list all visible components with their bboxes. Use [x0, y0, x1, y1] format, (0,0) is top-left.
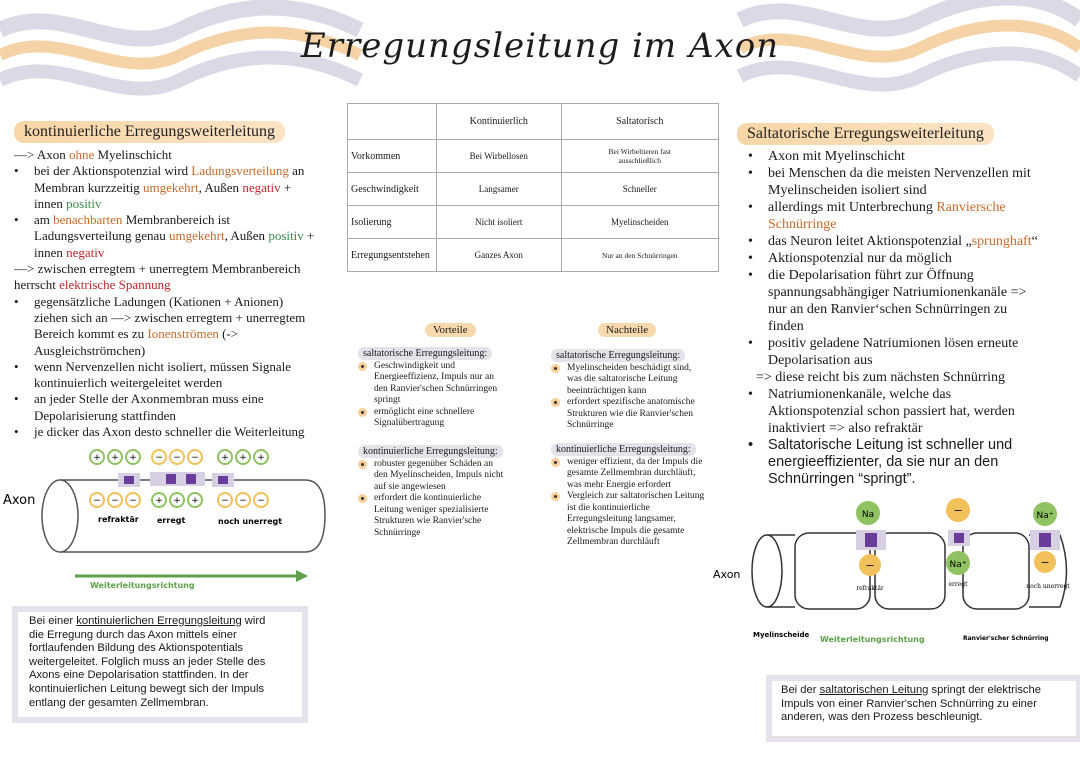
- svg-text:−: −: [239, 496, 247, 506]
- svg-text:−: −: [1040, 556, 1050, 569]
- table-row: Isolierung Nicht isoliert Myelinscheiden: [348, 206, 719, 239]
- summary-line: Axons eine Depolarisation stattfinden. In der: [29, 669, 249, 682]
- con-continuous: kontinuierliche Erregungsleitung: weniger effizient, da der Impuls die gesamte Zellmembran durchläuft, was mehr Energie erfordert Vergleich zur saltatorischen Leitung ist die kontinuierliche Erregungsleitung langsamer, elektrische Impuls die gesamte Zellmembran durchläuft: [551, 444, 723, 549]
- bullet-icon: [358, 362, 367, 371]
- list-item: weniger effizient, da der Impuls die gesamte Zellmembran durchläuft, was mehr Energie erfordert: [551, 457, 723, 492]
- summary-line: Impuls von einer Ranvier'schen Schnürring zu einer: [781, 697, 1037, 710]
- bullet-icon: [358, 494, 367, 503]
- pro-saltatory: saltatorische Erregungsleitung: Geschwindigkeit und Energieeffizienz, Impuls nur an den Ranvier'schen Schnürringen springt ermöglicht eine schnellere Signalübertragung: [358, 348, 530, 430]
- excited-label: erregt: [948, 581, 968, 588]
- ranvier-label: Ranvier'scher Schnürring: [963, 635, 1049, 642]
- unexcited-label: noch unerregt: [218, 517, 283, 526]
- bullet-icon: [358, 408, 367, 417]
- summary-line: die Erregung durch das Axon mittels einer: [29, 628, 237, 641]
- summary-line: anderen, was den Prozess beschleunigt.: [781, 711, 983, 724]
- svg-text:−: −: [129, 496, 137, 506]
- continuous-axon-diagram: [0, 440, 340, 595]
- bullet-icon: [358, 460, 367, 469]
- list-item: Myelinscheiden beschädigt sind, was die saltatorische Leitung beeinträchtigen kann: [551, 363, 723, 398]
- svg-text:+: +: [93, 453, 101, 463]
- summary-line: entlang der gesamten Zellmembran.: [29, 696, 209, 709]
- svg-text:−: −: [191, 453, 199, 463]
- unexcited-label: noch unerregt: [1026, 583, 1070, 590]
- svg-text:+: +: [239, 453, 247, 463]
- saltatory-summary-box: Bei der saltatorischen Leitung springt der elektrische Impuls von einer Ranvier'schen Schnürring zu einer anderen, was den Prozess beschleunigt.: [766, 675, 1080, 742]
- svg-text:−: −: [93, 496, 101, 506]
- summary-line: weitergeleitet. Folglich muss an jeder Stelle des: [29, 655, 266, 668]
- summary-line: fortlaufenden Bildung des Aktionspotentials: [29, 642, 243, 655]
- pro-continuous: kontinuierliche Erregungsleitung: robuster gegenüber Schäden an den Myelinscheiden, Impuls nicht auf sie angewiesen erfordert die kontinuierliche Leitung weniger spezialisierte Strukturen wie Ranvier'sche Schnürringe: [358, 446, 530, 539]
- svg-text:+: +: [221, 453, 229, 463]
- svg-text:−: −: [257, 496, 265, 506]
- table-header: Saltatorisch: [561, 104, 718, 140]
- list-item: erfordert die kontinuierliche Leitung weniger spezialisierte Strukturen wie Ranvier'sche Schnürringe: [358, 493, 530, 539]
- table-row: Vorkommen Bei Wirbellosen Bei Wirbeltieren fast ausschließlich: [348, 140, 719, 173]
- table-header: Kontinuierlich: [437, 104, 562, 140]
- direction-label: Weiterleitungsrichtung: [820, 635, 925, 644]
- svg-text:+: +: [129, 453, 137, 463]
- svg-text:−: −: [221, 496, 229, 506]
- svg-text:+: +: [155, 496, 163, 506]
- direction-label: Weiterleitungsrichtung: [90, 581, 195, 590]
- svg-text:−: −: [865, 559, 875, 572]
- sodium-label: Na: [861, 510, 875, 520]
- svg-text:−: −: [953, 504, 963, 517]
- bullet-icon: [551, 458, 560, 467]
- saltatory-axon-diagram: [705, 493, 1080, 653]
- comparison-table: [347, 103, 719, 272]
- table-header: [348, 104, 437, 140]
- bullet-icon: [551, 492, 560, 501]
- refractory-label: refraktär: [856, 585, 884, 592]
- right-notes: • Axon mit Myelinschicht • bei Menschen da die meisten Nervenzellen mit Myelinscheiden isoliert sind • allerdings mit Unterbrechung Ranviersche Schnürringe • das Neuron leitet Aktionspotenzial „sprunghaft“ • Aktionspotenzial nur da möglich • die Depolarisation führt zur Öffnung spannungsabhängiger Natriumionenkanäle => nur an den Ranvier‘schen Schnürringen zu finden • positiv geladene Natriumionen lösen erneute Depolarisation aus => diese reicht bis zum nächsten Schnürring • Natriumionenkanäle, welche das Aktionspotenzial schon passiert hat, werden inaktiviert => also refraktär • Saltatorische Leitung ist schneller und energieeffizienter, da sie nur an den Schnürringen “springt”.: [748, 149, 1038, 487]
- list-item: Vergleich zur saltatorischen Leitung ist die kontinuierliche Erregungsleitung langsamer, elektrische Impuls die gesamte Zellmembran durchläuft: [551, 491, 723, 549]
- axon-label: Axon: [713, 568, 741, 581]
- bullet-icon: [551, 364, 560, 373]
- bullet-icon: [551, 398, 560, 407]
- continuous-summary-box: Bei einer kontinuierlichen Erregungsleitung wird die Erregung durch das Axon mittels einer fortlaufenden Bildung des Aktionspotentials weitergeleitet. Folglich muss an jeder Stelle des Axons eine Depolarisation stattfinden. In der kontinuierlichen Leitung bewegt sich der Impuls entlang der gesamten Zellmembran.: [12, 606, 308, 723]
- refractory-label: refraktär: [98, 515, 139, 524]
- advantages-label: Vorteile: [425, 323, 476, 337]
- list-item: robuster gegenüber Schäden an den Myelinscheiden, Impuls nicht auf sie angewiesen: [358, 459, 530, 494]
- sodium-plus-label: Na⁺: [1036, 511, 1054, 521]
- left-heading: kontinuierliche Erregungsweiterleitung: [14, 121, 285, 143]
- left-notes: —> Axon ohne Myelinschicht • bei der Aktionspotenzial wird Ladungsverteilung an Membran kurzzeitig umgekehrt, Außen negativ + innen positiv • am benachbarten Membranbereich ist Ladungsverteilung genau umgekehrt, Außen positiv + innen negativ —> zwischen erregtem + unerregtem Membranbereich herrscht elektrische Spannung • gegensätzliche Ladungen (Kationen + Anionen) ziehen sich an —> zwischen erregtem + unerregtem Bereich kommt es zu Ionenströmen (-> Ausgleichströmchen) • wenn Nervenzellen nicht isoliert, müssen Signale kontinuierlich weitergeleitet werden • an jeder Stelle der Axonmembran muss eine Depolarisierung stattfinden • je dicker das Axon desto schneller die Weiterleitung: [14, 147, 315, 440]
- svg-text:−: −: [155, 453, 163, 463]
- excited-label: erregt: [157, 516, 186, 525]
- svg-text:+: +: [111, 453, 119, 463]
- svg-text:−: −: [173, 453, 181, 463]
- svg-text:−: −: [111, 496, 119, 506]
- list-item: ermöglicht eine schnellere Signalübertragung: [358, 407, 530, 430]
- disadvantages-label: Nachteile: [598, 323, 656, 337]
- table-row: Geschwindigkeit Langsamer Schneller: [348, 173, 719, 206]
- con-saltatory: saltatorische Erregungsleitung: Myelinscheiden beschädigt sind, was die saltatorische Leitung beeinträchtigen kann erfordert spezifische anatomische Strukturen wie die Ranvier'schen Schnürringe: [551, 350, 723, 432]
- right-heading: Saltatorische Erregungsweiterleitung: [737, 123, 994, 145]
- sodium-plus-label: Na⁺: [949, 560, 967, 570]
- svg-text:+: +: [191, 496, 199, 506]
- page-title: Erregungsleitung im Axon: [300, 26, 780, 66]
- list-item: erfordert spezifische anatomische Strukturen wie die Ranvier'schen Schnürringe: [551, 397, 723, 432]
- summary-line: kontinuierlichen Leitung bewegt sich der Impuls: [29, 682, 265, 695]
- list-item: Geschwindigkeit und Energieeffizienz, Impuls nur an den Ranvier'schen Schnürringen springt: [358, 361, 530, 407]
- svg-text:+: +: [257, 453, 265, 463]
- axon-label: Axon: [3, 493, 36, 508]
- table-row: Erregungsentstehen Ganzes Axon Nur an den Schnürringen: [348, 239, 719, 272]
- myelin-label: Myelinscheide: [753, 631, 810, 639]
- svg-text:+: +: [173, 496, 181, 506]
